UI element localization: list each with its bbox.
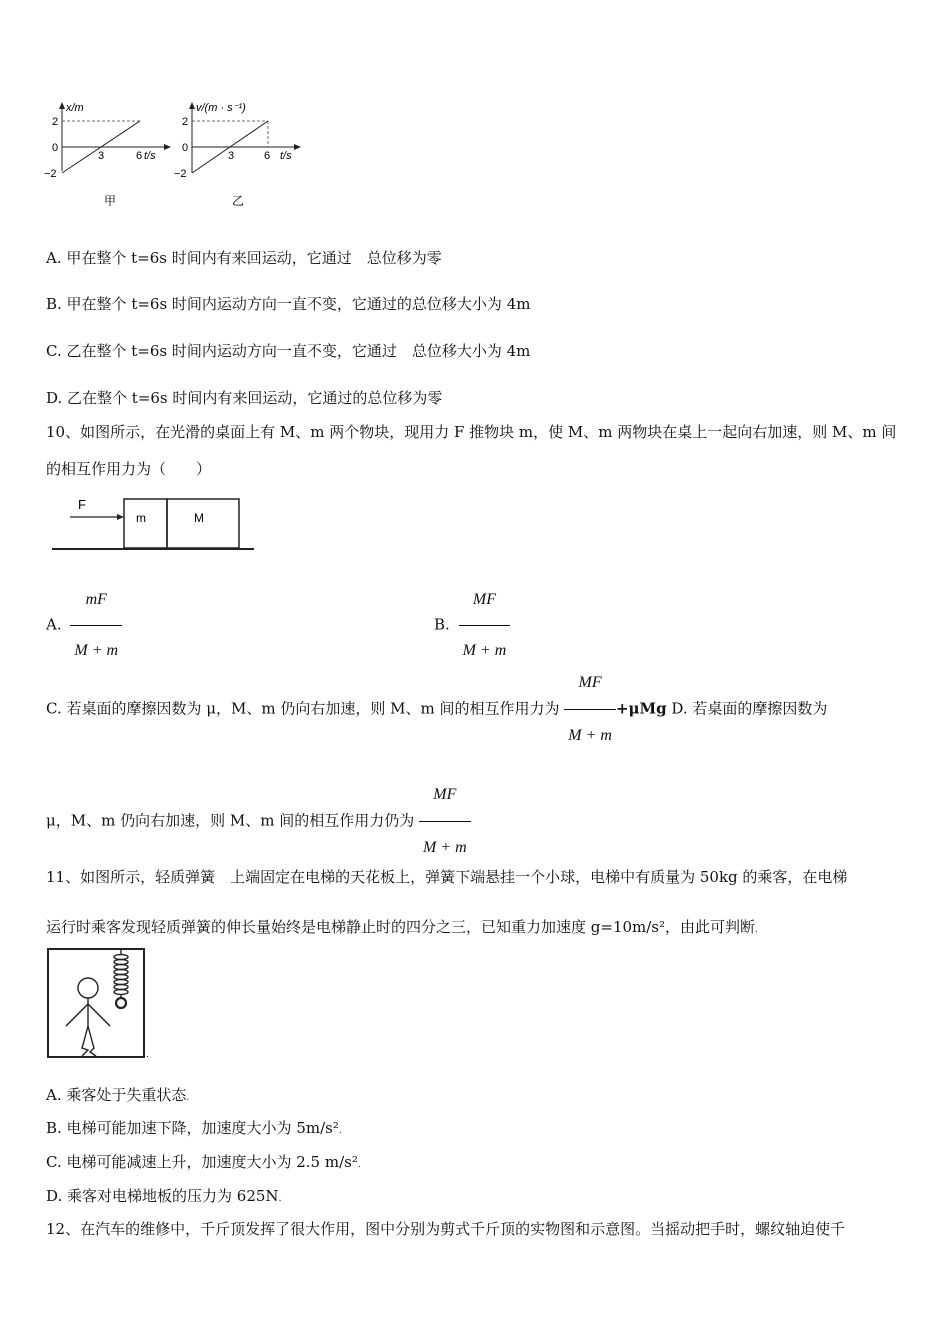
q10-stem-line2: 的相互作用力为（ ） [46, 460, 212, 478]
q11-option-c-text: C. 电梯可能减速上升，加速度大小为 2.5 m/s² [46, 1153, 358, 1171]
q11-stem-line1: 11、如图所示，轻质弹簧 上端固定在电梯的天花板上，弹簧下端悬挂一个小球，电梯中有质量为 50kg 的乘客，在电梯 [46, 868, 848, 886]
q11-option-d-period: . [278, 1194, 282, 1204]
q10-option-d-text: μ，M、m 仍向右加速，则 M、m 间的相互作用力仍为 [46, 811, 415, 830]
yi-caption: 乙 [232, 194, 245, 208]
q10-option-c-denominator: M + m [568, 727, 612, 744]
q9-option-b: B. 甲在整个 t=6s 时间内运动方向一直不变，它通过的总位移大小为 4m [46, 295, 531, 313]
ball-icon [116, 998, 126, 1008]
q11-option-a [46, 1085, 189, 1108]
q11-option-b-text: B. 电梯可能加速下降，加速度大小为 5m/s² [46, 1119, 339, 1137]
elevator-figure [46, 946, 152, 1062]
jia-tick-y-zero: 0 [52, 142, 59, 154]
q11-option-b-period: . [338, 1126, 342, 1136]
q10-option-a-fraction [70, 578, 122, 673]
blocks-figure [48, 492, 258, 554]
jia-caption: 甲 [104, 194, 117, 208]
yi-tick-y-zero: 0 [182, 142, 189, 154]
q11-option-d-text: D. 乘客对电梯地板的压力为 625N [46, 1187, 279, 1205]
q10-option-a-numerator: mF [70, 578, 122, 626]
q11-stem-line2 [46, 917, 758, 940]
q12-stem-line1: 12、在汽车的维修中，千斤顶发挥了很大作用，图中分别为剪式千斤顶的实物图和示意图。当摇动把手时，螺纹轴迫使千 [46, 1220, 846, 1238]
q10-option-a-denominator: M + m [74, 642, 119, 659]
jia-tick-x-6: 6 [136, 150, 143, 162]
q10-option-c-numerator: MF [564, 660, 616, 710]
force-label: F [78, 497, 86, 512]
jia-x-arrow-icon [164, 144, 171, 150]
q10-option-d [46, 772, 471, 871]
jia-tick-y-top: 2 [52, 116, 59, 128]
q10-option-c-fraction [564, 660, 616, 759]
graph-jia [44, 102, 171, 208]
jia-y-arrow-icon [59, 102, 65, 109]
jia-tick-x-3: 3 [98, 150, 105, 162]
q11-option-b [46, 1118, 342, 1141]
q11-stem-period: . [755, 925, 758, 935]
q10-option-b-fraction [459, 578, 511, 673]
q10-option-c-tail: +μMg [615, 699, 667, 718]
q10-option-c [46, 660, 827, 759]
yi-tick-x-6: 6 [264, 150, 271, 162]
q10-option-b-denominator: M + m [462, 642, 507, 659]
graph-yi [174, 102, 301, 208]
yi-y-label: v/(m · s⁻¹) [196, 102, 246, 114]
q10-option-a [46, 578, 122, 673]
q11-option-c [46, 1152, 361, 1175]
q9-option-c: C. 乙在整个 t=6s 时间内运动方向一直不变，它通过 总位移大小为 4m [46, 342, 531, 360]
q11-stem-line2-text: 运行时乘客发现轻质弹簧的伸长量始终是电梯静止时的四分之三，已知重力加速度 g=10m/s²，由此可判断 [46, 918, 756, 936]
q11-option-d [46, 1186, 281, 1209]
q10-option-b [434, 578, 510, 673]
yi-x-arrow-icon [294, 144, 301, 150]
q10-option-b-numerator: MF [459, 578, 511, 626]
block-M-label: M [194, 511, 204, 525]
q11-option-a-text: A. 乘客处于失重状态 [46, 1086, 187, 1104]
q10-option-d-fraction [419, 772, 471, 871]
spring-icon [114, 949, 128, 998]
q11-option-a-period: . [186, 1093, 190, 1103]
motion-graphs-figure [40, 95, 310, 215]
q9-option-a: A. 甲在整个 t=6s 时间内有来回运动，它通过 总位移为零 [46, 249, 442, 267]
yi-tick-y-top: 2 [182, 116, 189, 128]
q10-option-d-head: D. 若桌面的摩擦因数为 [671, 699, 828, 718]
q10-option-d-numerator: MF [419, 772, 471, 822]
force-arrow-icon [117, 514, 124, 520]
yi-y-arrow-icon [189, 102, 195, 109]
passenger-icon [66, 978, 110, 1056]
yi-x-label: t/s [280, 150, 292, 162]
yi-tick-y-bottom: −2 [174, 168, 187, 180]
figure-period: . [146, 1050, 149, 1060]
block-m-label: m [136, 511, 146, 525]
q9-option-d: D. 乙在整个 t=6s 时间内有来回运动，它通过的总位移为零 [46, 389, 443, 407]
jia-y-label: x/m [66, 102, 84, 114]
jia-x-label: t/s [144, 150, 156, 162]
elevator-frame [48, 949, 144, 1057]
q10-option-d-denominator: M + m [423, 839, 467, 856]
jia-tick-y-bottom: −2 [44, 168, 57, 180]
q10-option-c-text: C. 若桌面的摩擦因数为 μ，M、m 仍向右加速，则 M、m 间的相互作用力为 [46, 699, 560, 718]
q10-option-b-label: B. [434, 615, 450, 634]
q10-stem-line1: 10、如图所示，在光滑的桌面上有 M、m 两个物块，现用力 F 推物块 m，使 M、m 两物块在桌上一起向右加速，则 M、m 间 [46, 423, 897, 441]
yi-tick-x-3: 3 [228, 150, 235, 162]
q11-option-c-period: . [357, 1160, 361, 1170]
q10-option-a-label: A. [46, 615, 62, 634]
